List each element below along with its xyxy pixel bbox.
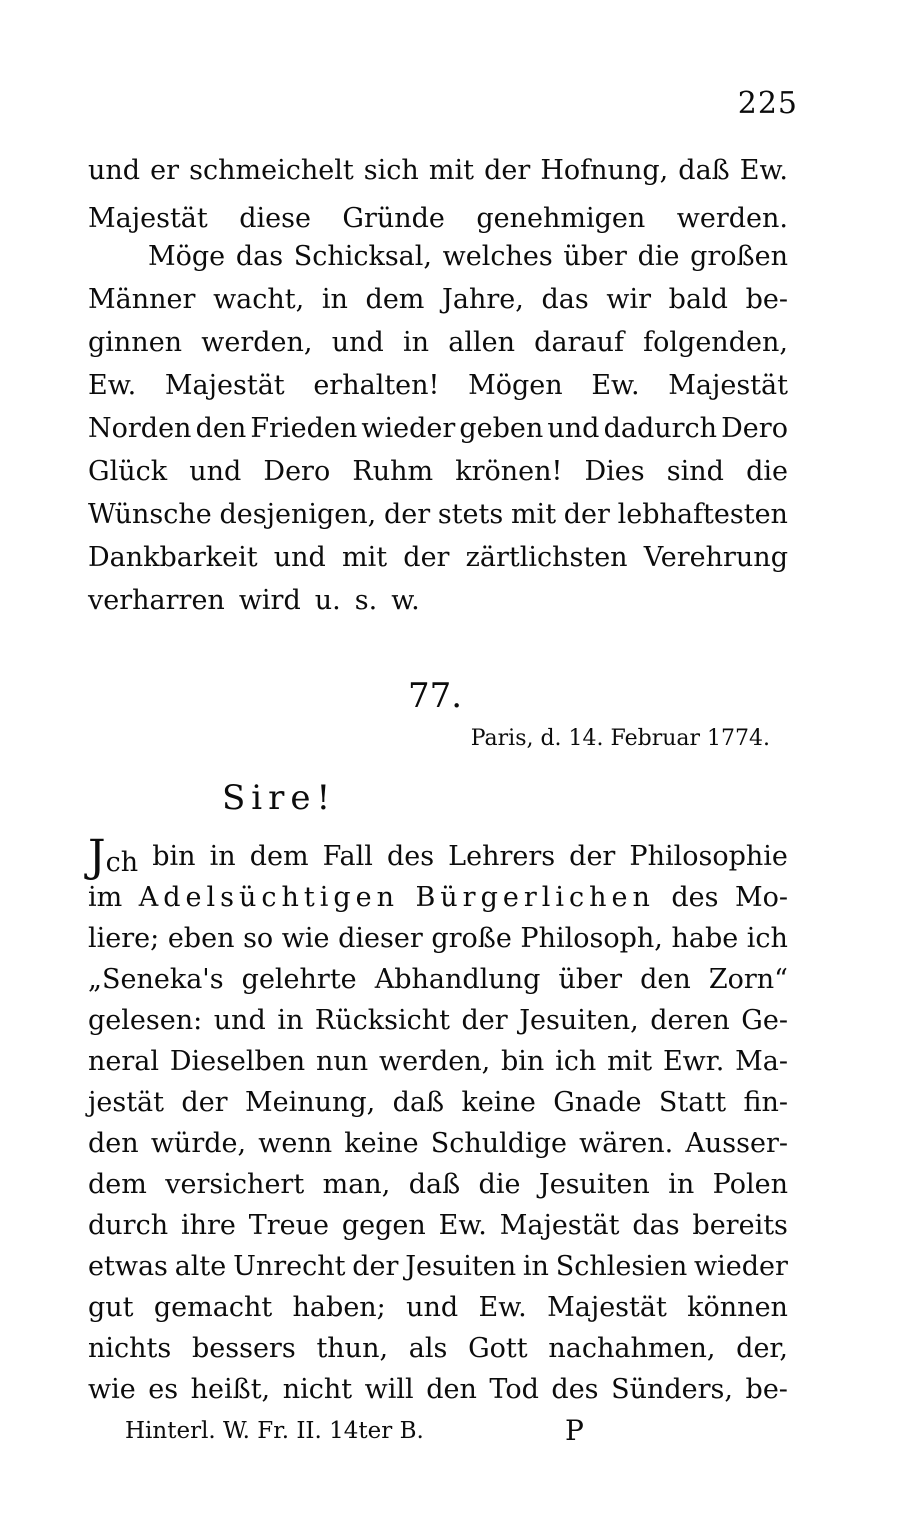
- word: Ew.: [88, 370, 137, 401]
- word: Norden: [88, 413, 192, 444]
- word: wenn: [258, 1128, 333, 1159]
- word: gelesen:: [88, 1005, 203, 1036]
- word: das: [235, 241, 284, 272]
- word: Bürgerlichen: [415, 882, 655, 913]
- word: wieder: [694, 1251, 788, 1282]
- word: so: [243, 923, 274, 954]
- word: Rücksicht: [314, 1005, 450, 1036]
- text-line: [88, 365, 788, 407]
- word: Abhandlung: [374, 964, 541, 995]
- word: nun: [316, 1046, 369, 1077]
- word: Lehrers: [448, 841, 556, 872]
- word: und: [189, 456, 242, 487]
- word: Jesuiten,: [519, 1005, 639, 1036]
- running-title: Hinterl. W. Fr. II. 14ter B.: [125, 1418, 424, 1444]
- word: keine: [344, 1128, 419, 1159]
- word: Treue: [248, 1210, 329, 1241]
- word: Majestät: [164, 370, 285, 401]
- word: folgenden,: [643, 327, 788, 358]
- word: wieder: [361, 413, 456, 444]
- word: keine: [461, 1087, 536, 1118]
- word: der: [461, 1005, 508, 1036]
- word: Zorn“: [708, 964, 788, 995]
- text-line: [88, 494, 788, 536]
- word: Ew.: [739, 155, 788, 186]
- word: deren: [650, 1005, 730, 1036]
- word: Philosophie: [629, 841, 788, 872]
- word: der: [569, 841, 616, 872]
- text-line: [88, 1000, 788, 1042]
- word: nicht: [282, 1374, 353, 1405]
- word: mit: [510, 499, 557, 530]
- word: der: [563, 499, 610, 530]
- word: der,: [736, 1333, 788, 1364]
- text-line: [88, 537, 788, 579]
- word: bald: [668, 284, 728, 315]
- letter-number: 77.: [407, 676, 463, 716]
- word: würde,: [150, 1128, 247, 1159]
- word: in: [522, 1251, 549, 1282]
- word: Männer: [88, 284, 196, 315]
- word: Ewr.: [662, 1046, 725, 1077]
- word: ihre: [180, 1210, 236, 1241]
- word: daß: [408, 1169, 461, 1200]
- word: s.: [354, 585, 378, 616]
- word: Mo-: [734, 882, 788, 913]
- word: Majestät: [668, 370, 788, 401]
- word: Jesuiten: [538, 1169, 650, 1200]
- word: habe: [671, 923, 739, 954]
- word: der: [383, 499, 431, 530]
- word: und: [273, 542, 326, 573]
- word: will: [364, 1374, 414, 1405]
- text-line: [88, 1369, 788, 1411]
- word: Dies: [584, 456, 645, 487]
- word: Dieselben: [169, 1046, 306, 1077]
- word: über: [563, 241, 627, 272]
- word: etwas: [88, 1251, 168, 1282]
- word: das: [541, 284, 589, 315]
- text-line: [88, 1328, 788, 1370]
- word: Dankbarkeit: [88, 542, 258, 573]
- first-word-group: [88, 831, 139, 882]
- word: dieser: [338, 923, 423, 954]
- word: genehmigen: [476, 203, 646, 234]
- word: Dero: [721, 413, 788, 444]
- text-line: [88, 1041, 788, 1083]
- word: in: [321, 284, 348, 315]
- word: stets: [437, 499, 504, 530]
- word: diese: [239, 203, 311, 234]
- word: und: [406, 1292, 459, 1323]
- word: den: [426, 1374, 477, 1405]
- word: nichts: [88, 1333, 172, 1364]
- word: fin-: [743, 1087, 788, 1118]
- word: Majestät: [547, 1292, 667, 1323]
- text-line: [88, 198, 788, 240]
- word: in: [668, 1169, 695, 1200]
- word: sind: [666, 456, 724, 487]
- word: Ew.: [438, 1210, 487, 1241]
- word: Ruhm: [352, 456, 434, 487]
- word: krönen!: [455, 456, 563, 487]
- word: des: [551, 1374, 599, 1405]
- word: großen: [690, 241, 788, 272]
- word: wären.: [579, 1128, 674, 1159]
- text-line: [88, 959, 788, 1001]
- word: und: [213, 1005, 266, 1036]
- word: wir: [606, 284, 652, 315]
- initial-letter: J: [88, 831, 106, 882]
- text-line: [88, 451, 788, 493]
- word: bereits: [692, 1210, 788, 1241]
- word: bin: [501, 1046, 545, 1077]
- word: gut: [88, 1292, 134, 1323]
- word: Wünsche: [88, 499, 212, 530]
- word: dem: [88, 1169, 147, 1200]
- word: Gott: [468, 1333, 528, 1364]
- text-line: [88, 1287, 788, 1329]
- word: können: [687, 1292, 788, 1323]
- word: des: [386, 841, 435, 872]
- word: Schicksal,: [293, 241, 432, 272]
- word: werden.: [676, 203, 788, 234]
- word: wacht,: [213, 284, 305, 315]
- word: ch: [105, 847, 139, 878]
- page-number: 225: [737, 86, 798, 121]
- text-line: [88, 1164, 788, 1206]
- text-line: [88, 1082, 788, 1124]
- word: Philosoph,: [520, 923, 663, 954]
- word: den: [195, 413, 247, 444]
- word: bessers: [191, 1333, 296, 1364]
- text-line: [88, 1246, 788, 1288]
- word: das: [632, 1210, 680, 1241]
- word: nachahmen,: [548, 1333, 716, 1364]
- word: dem: [365, 284, 425, 315]
- word: Statt: [658, 1087, 727, 1118]
- word: Unrecht: [233, 1251, 346, 1282]
- text-line: [88, 1205, 788, 1247]
- word: Sünders,: [611, 1374, 733, 1405]
- word: Adelsüchtigen: [138, 882, 399, 913]
- word: geben: [459, 413, 544, 444]
- word: es: [148, 1374, 179, 1405]
- word: als: [408, 1333, 448, 1364]
- word: Dero: [263, 456, 331, 487]
- word: be-: [745, 1374, 788, 1405]
- word: Jesuiten: [405, 1251, 517, 1282]
- word: werden,: [378, 1046, 491, 1077]
- word: er: [150, 155, 180, 186]
- word: Möge: [148, 241, 226, 272]
- word: Majestät: [88, 203, 208, 234]
- word: man,: [322, 1169, 391, 1200]
- word: wie: [88, 1374, 136, 1405]
- word: Ge-: [741, 1005, 788, 1036]
- word: des: [671, 882, 719, 913]
- word: darauf: [534, 327, 624, 358]
- word: Ew.: [478, 1292, 527, 1323]
- word: thun,: [316, 1333, 389, 1364]
- word: die: [637, 241, 680, 272]
- word: über: [558, 964, 623, 995]
- word: Mögen: [468, 370, 563, 401]
- word: Tod: [489, 1374, 539, 1405]
- word: dem: [249, 841, 309, 872]
- word: alte: [174, 1251, 227, 1282]
- text-line: [148, 236, 788, 278]
- letter-dateline: Paris, d. 14. Februar 1774.: [470, 726, 770, 751]
- word: bin: [152, 841, 196, 872]
- text-line: [88, 1123, 788, 1165]
- text-line: [88, 918, 788, 960]
- word: durch: [88, 1210, 169, 1241]
- word: Hofnung,: [540, 155, 669, 186]
- word: in: [277, 1005, 304, 1036]
- word: gelehrte: [241, 964, 357, 995]
- text-line: [88, 831, 788, 882]
- word: der: [484, 155, 531, 186]
- word: wie: [281, 923, 330, 954]
- word: den: [88, 1128, 139, 1159]
- word: gemacht: [153, 1292, 273, 1323]
- word: be-: [745, 284, 788, 315]
- word: ich: [555, 1046, 597, 1077]
- word: haben;: [292, 1292, 386, 1323]
- word: der: [352, 1251, 399, 1282]
- word: große: [431, 923, 512, 954]
- text-line: [88, 877, 788, 919]
- signature-mark: P: [565, 1414, 584, 1447]
- text-line: [88, 580, 788, 622]
- text-line: [88, 150, 788, 192]
- word: Gründe: [342, 203, 445, 234]
- word: in: [209, 841, 236, 872]
- word: gegen: [341, 1210, 426, 1241]
- word: u.: [314, 585, 341, 616]
- word: Schlesien: [555, 1251, 688, 1282]
- word: ich: [746, 923, 788, 954]
- word: der: [403, 542, 450, 573]
- text-line: [88, 408, 788, 450]
- text-line: [88, 279, 788, 321]
- word: zärtlichsten: [465, 542, 628, 573]
- word: den: [640, 964, 691, 995]
- word: sich: [363, 155, 419, 186]
- word: der: [181, 1087, 228, 1118]
- word: ginnen: [88, 327, 183, 358]
- word: Majestät: [499, 1210, 620, 1241]
- word: und: [88, 155, 141, 186]
- word: Fall: [322, 841, 373, 872]
- word: Ma-: [735, 1046, 788, 1077]
- word: die: [746, 456, 788, 487]
- word: wird: [238, 585, 301, 616]
- word: daß: [392, 1087, 445, 1118]
- word: dadurch: [603, 413, 718, 444]
- word: verharren: [88, 585, 225, 616]
- word: Frieden: [250, 413, 358, 444]
- word: und: [331, 327, 384, 358]
- word: schmeichelt: [189, 155, 354, 186]
- word: Verehrung: [643, 542, 788, 573]
- word: welches: [442, 241, 553, 272]
- word: Glück: [88, 456, 168, 487]
- word: daß: [678, 155, 730, 186]
- word: mit: [607, 1046, 653, 1077]
- word: die: [478, 1169, 521, 1200]
- word: Gnade: [553, 1087, 642, 1118]
- word: Polen: [712, 1169, 788, 1200]
- word: eben: [167, 923, 235, 954]
- text-line: [88, 322, 788, 364]
- word: erhalten!: [313, 370, 440, 401]
- word: mit: [342, 542, 388, 573]
- word: „Seneka's: [88, 964, 224, 995]
- word: neral: [88, 1046, 160, 1077]
- word: Ausser-: [685, 1128, 788, 1159]
- word: jestät: [88, 1087, 165, 1118]
- word: Jahre,: [442, 284, 524, 315]
- word: desjenigen,: [219, 499, 377, 530]
- word: Meinung,: [244, 1087, 376, 1118]
- word: im: [88, 882, 123, 913]
- word: allen: [448, 327, 515, 358]
- word: w.: [391, 585, 420, 616]
- word: werden,: [201, 327, 313, 358]
- word: und: [547, 413, 600, 444]
- word: in: [402, 327, 430, 358]
- word: heißt,: [190, 1374, 271, 1405]
- word: Ew.: [591, 370, 640, 401]
- word: mit: [428, 155, 474, 186]
- word: versichert: [165, 1169, 305, 1200]
- word: liere;: [88, 923, 160, 954]
- word: Schuldige: [430, 1128, 567, 1159]
- letter-salutation: Sire!: [222, 778, 337, 818]
- word: lebhaftesten: [617, 499, 788, 530]
